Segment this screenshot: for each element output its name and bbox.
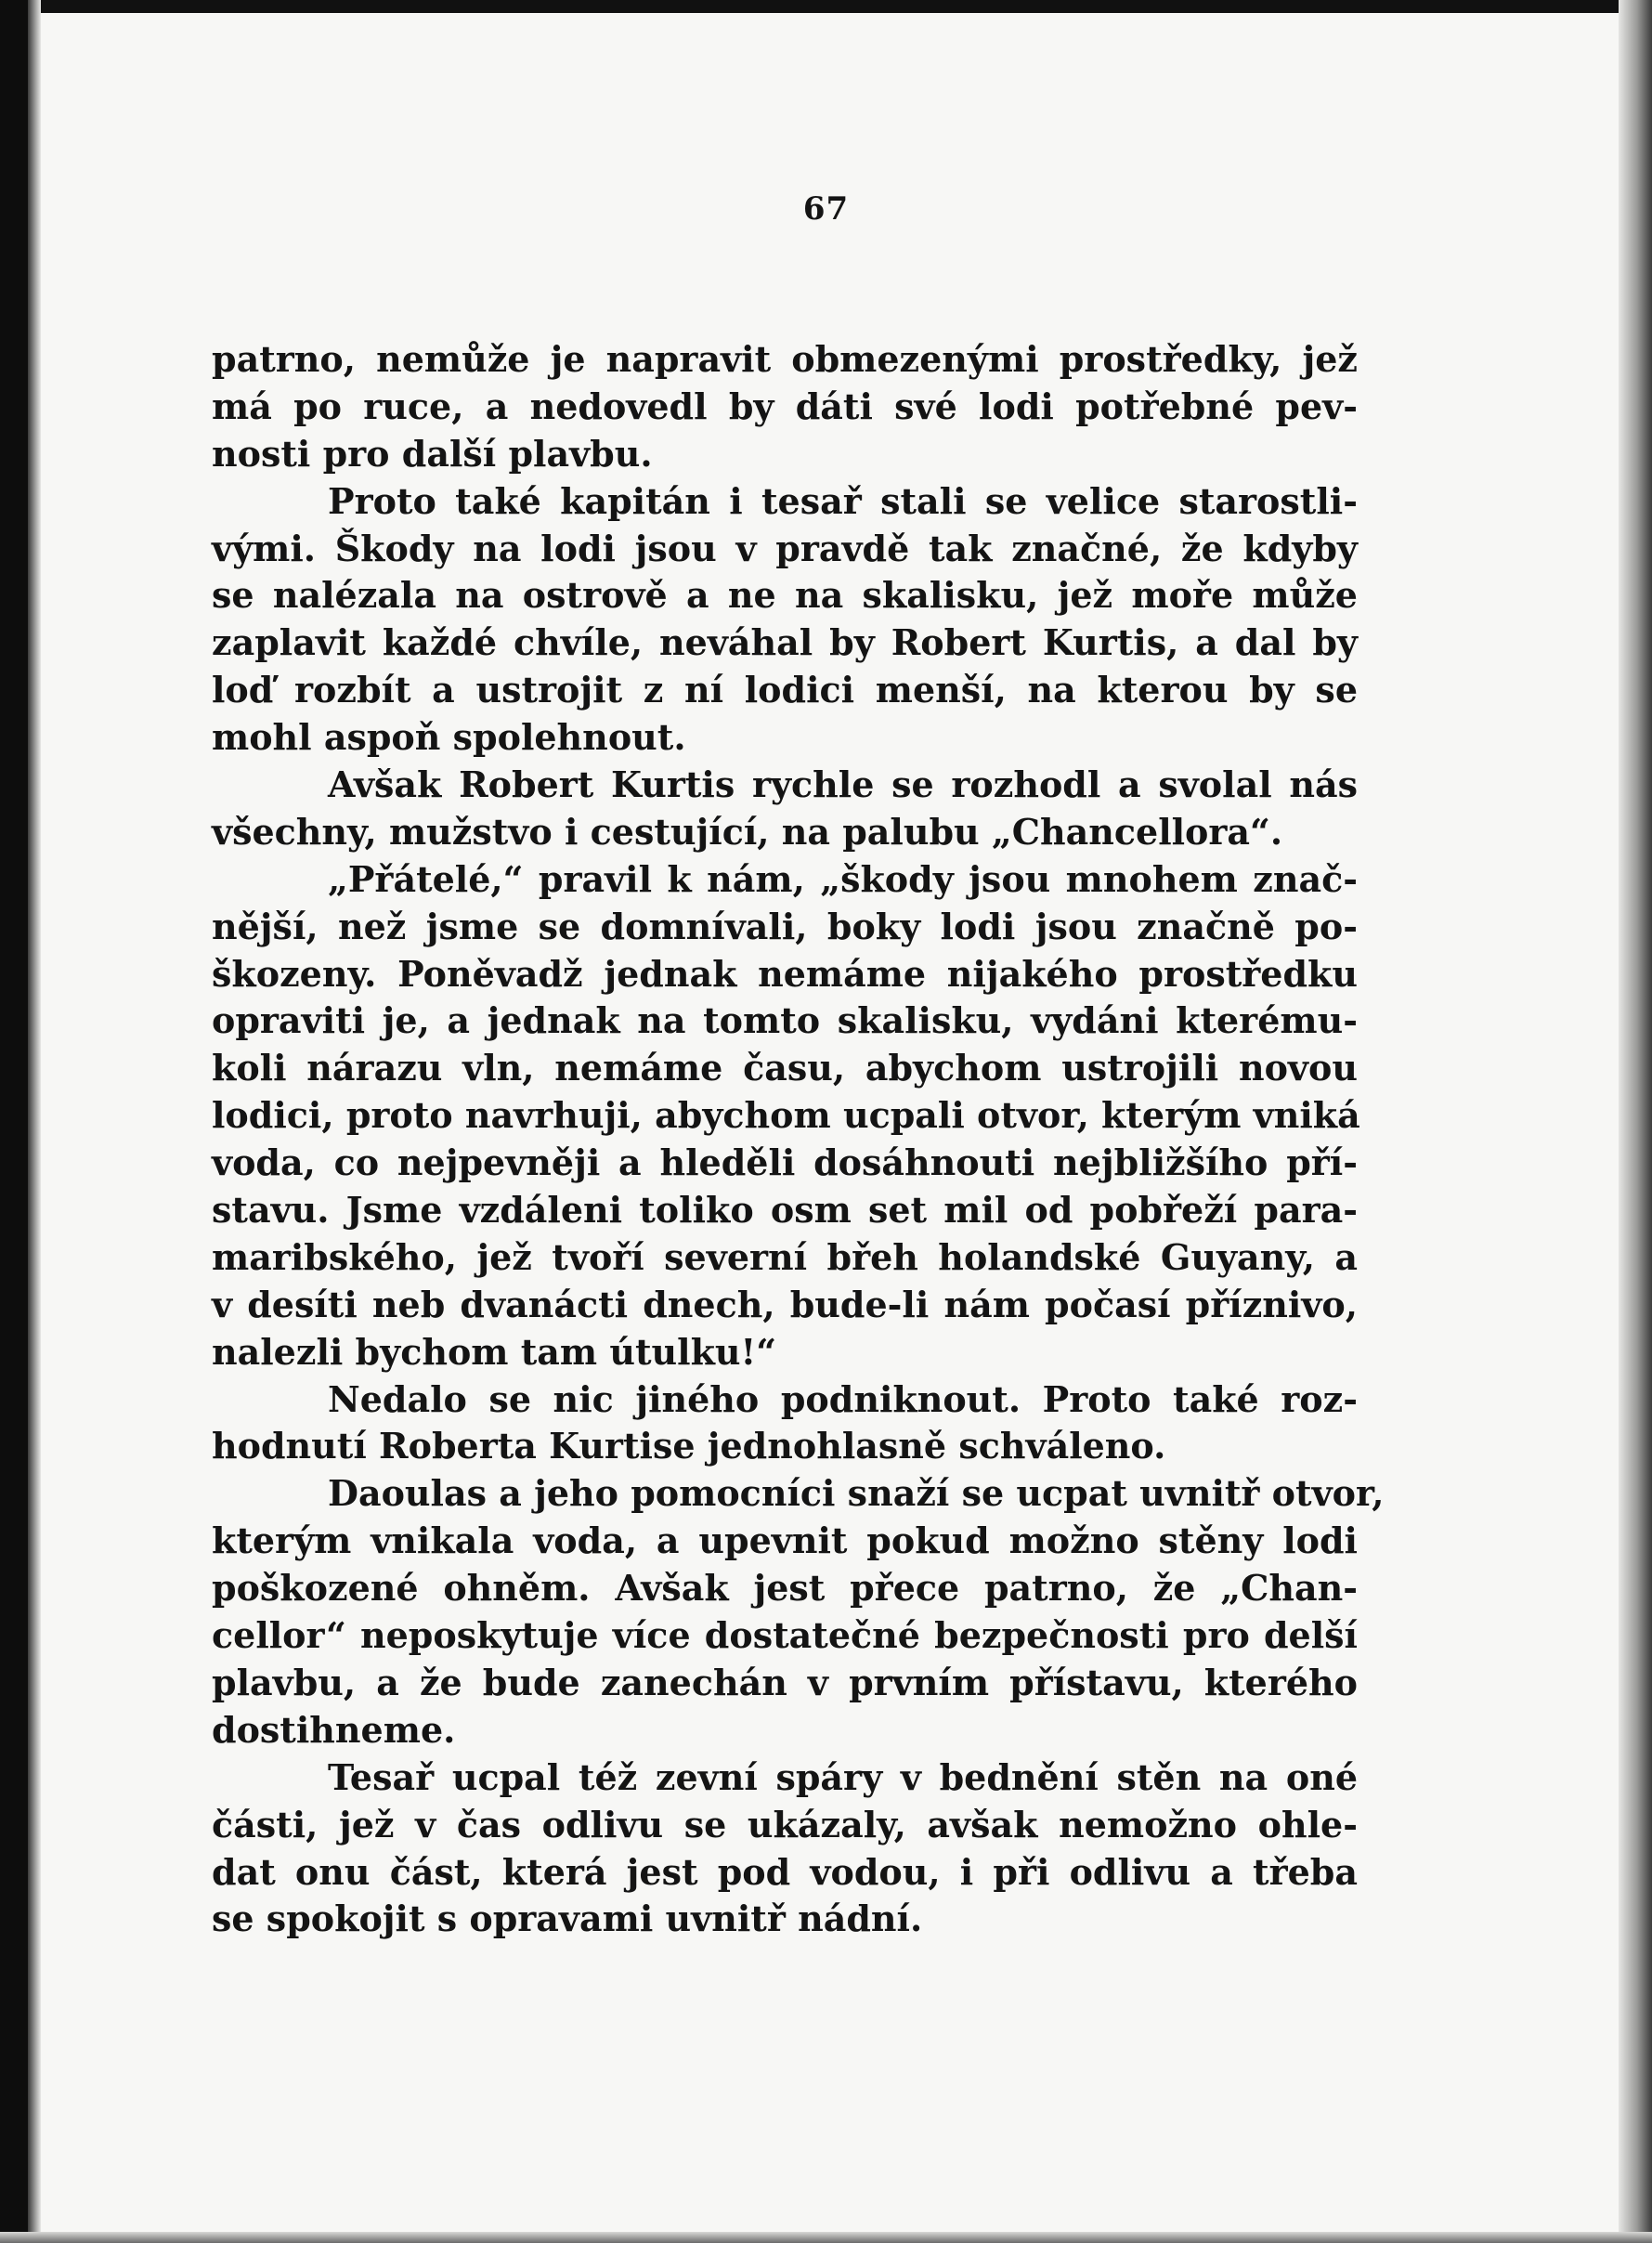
text-line: dat onu část, která jest pod vodou, i při odlivu a třeba [212, 1850, 1358, 1893]
text-line: mohl aspoň spolehnout. [212, 716, 686, 759]
text-line: maribského, jež tvoří severní břeh holandské Guyany, a [212, 1235, 1358, 1278]
text-line: části, jež v čas odlivu se ukázaly, avšak nemožno ohle- [212, 1803, 1358, 1845]
text-line: stavu. Jsme vzdáleni toliko osm set mil od pobřeží para- [212, 1189, 1358, 1232]
text-line: Nedalo se nic jiného podniknout. Proto také roz- [328, 1377, 1358, 1420]
text-line: poškozené ohněm. Avšak jest přece patrno, že „Chan- [212, 1567, 1358, 1610]
text-line: vými. Škody na lodi jsou v pravdě tak značné, že kdyby [212, 527, 1358, 569]
page-gutter-shadow [28, 0, 41, 2243]
text-line: dostihneme. [212, 1708, 456, 1751]
text-line: plavbu, a že bude zanechán v prvním přístavu, kterého [212, 1661, 1358, 1703]
scan-border-top [0, 0, 1652, 13]
text-line: cellor“ neposkytuje více dostatečné bezpečnosti pro delší [212, 1614, 1358, 1657]
text-line: lodici, proto navrhuji, abychom ucpali otvor, kterým vniká [212, 1094, 1360, 1137]
text-line: má po ruce, a nedovedl by dáti své lodi potřebné pev- [212, 385, 1358, 427]
page-number: 67 [802, 190, 850, 228]
text-line: patrno, nemůže je napravit obmezenými prostředky, jež [212, 338, 1358, 380]
text-line: zaplavit každé chvíle, neváhal by Robert Kurtis, a dal by [212, 621, 1358, 664]
page-edge-shadow-right [1619, 0, 1652, 2243]
text-line: Proto také kapitán i tesař stali se velice starostli- [328, 479, 1358, 522]
text-line: Avšak Robert Kurtis rychle se rozhodl a svolal nás [328, 763, 1358, 806]
text-line: hodnutí Roberta Kurtise jednohlasně schváleno. [212, 1425, 1166, 1467]
text-line: nější, než jsme se domnívali, boky lodi jsou značně po- [212, 905, 1358, 947]
text-line: škozeny. Poněvadž jednak nemáme nijakého prostředku [212, 952, 1358, 995]
text-line: „Přátelé,“ pravil k nám, „škody jsou mnohem znač- [328, 857, 1358, 900]
text-line: koli nárazu vln, nemáme času, abychom ustrojili novou [212, 1047, 1358, 1089]
text-line: loď rozbít a ustrojit z ní lodici menší, na kterou by se [212, 669, 1358, 711]
text-line: opraviti je, a jednak na tomto skalisku, vydáni kterému- [212, 999, 1358, 1042]
page-edge-shadow-bottom [0, 2232, 1652, 2243]
text-line: kterým vnikala voda, a upevnit pokud možno stěny lodi [212, 1519, 1358, 1562]
scan-border-left [0, 0, 28, 2243]
text-line: nosti pro další plavbu. [212, 432, 653, 475]
text-line: voda, co nejpevněji a hleděli dosáhnouti nejbližšího pří- [212, 1141, 1358, 1184]
text-line: se nalézala na ostrově a ne na skalisku, jež moře může [212, 574, 1358, 617]
text-line: všechny, mužstvo i cestující, na palubu „Chancellora“. [212, 810, 1283, 853]
body-text [212, 336, 1385, 1943]
text-line: se spokojit s opravami uvnitř nádní. [212, 1897, 923, 1940]
text-line: Daoulas a jeho pomocníci snaží se ucpat uvnitř otvor, [328, 1472, 1385, 1515]
text-line: v desíti neb dvanácti dnech, bude-li nám počasí příznivo, [212, 1283, 1358, 1325]
text-line: Tesař ucpal též zevní spáry v bednění stěn na oné [328, 1755, 1358, 1798]
text-line: nalezli bychom tam útulku!“ [212, 1330, 777, 1373]
